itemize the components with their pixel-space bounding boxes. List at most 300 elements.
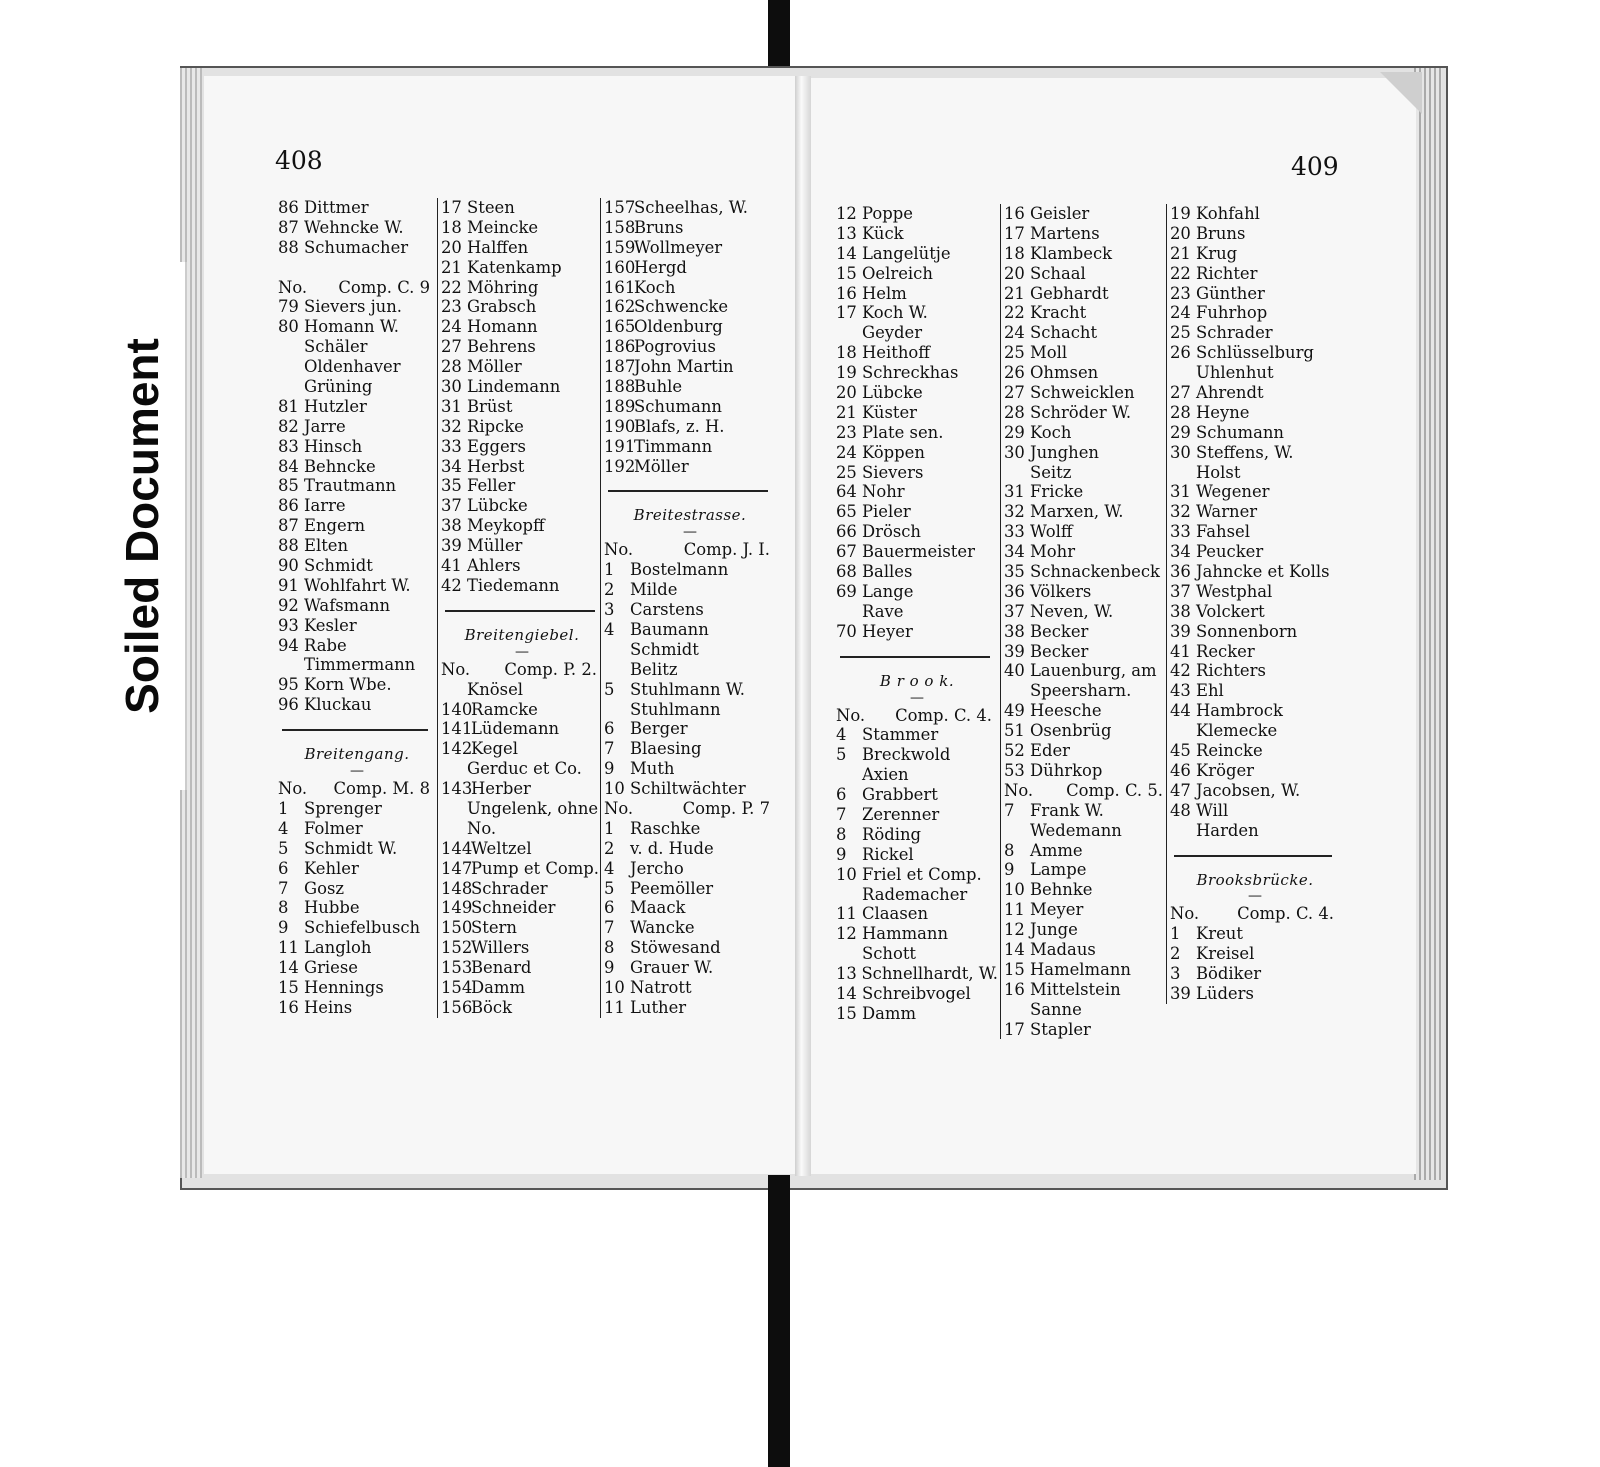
resident-name: Weltzel — [471, 838, 532, 858]
directory-entry — [441, 437, 603, 457]
resident-name: Kreut — [1196, 924, 1243, 944]
directory-entry — [836, 383, 998, 403]
directory-entry — [1170, 761, 1340, 781]
house-number: 86 — [278, 198, 299, 217]
house-number: 25 — [1170, 323, 1191, 343]
resident-name: Geyder — [862, 323, 923, 343]
resident-name: Möller — [634, 456, 689, 476]
resident-name: Zerenner — [862, 804, 940, 824]
house-number: 142 — [441, 739, 473, 759]
directory-entry — [836, 904, 998, 924]
resident-name: Lüdemann — [471, 719, 560, 739]
resident-name: Gosz — [304, 878, 345, 898]
house-number: 143 — [441, 779, 473, 799]
resident-name: Rave — [862, 601, 904, 621]
directory-entry — [278, 998, 436, 1018]
house-number: 15 — [278, 977, 299, 997]
resident-name: Küster — [862, 402, 917, 422]
directory-entry — [604, 640, 776, 660]
directory-entry — [836, 964, 998, 984]
directory-entry — [836, 224, 998, 244]
resident-name: Maack — [630, 898, 686, 918]
resident-name: Fahsel — [1196, 522, 1250, 542]
directory-entry — [441, 397, 603, 417]
house-number: 165 — [604, 317, 636, 337]
resident-name: Engern — [304, 516, 366, 536]
resident-name: Stöwesand — [630, 938, 721, 958]
directory-entry — [278, 938, 436, 958]
directory-entry — [441, 297, 603, 317]
resident-name: Bruns — [1196, 223, 1246, 243]
directory-entry — [604, 998, 776, 1018]
directory-entry — [1004, 403, 1169, 423]
resident-name: Uhlenhut — [1196, 363, 1274, 383]
directory-entry — [441, 978, 603, 998]
company-code: Comp. C. 5. — [1066, 780, 1163, 800]
street-heading: Breitengang. — [304, 745, 410, 764]
street-heading: Brooksbrücke. — [1196, 870, 1314, 889]
directory-entry — [1170, 244, 1340, 264]
right-page-number: 409 — [1291, 152, 1339, 181]
house-number — [441, 680, 467, 700]
directory-entry — [836, 845, 998, 865]
house-number: 6 — [836, 785, 847, 805]
house-number: 24 — [836, 442, 857, 462]
directory-entry — [604, 377, 776, 397]
house-number: 23 — [1170, 283, 1191, 303]
house-number: 10 — [604, 977, 625, 997]
resident-name: Sanne — [1030, 999, 1082, 1019]
resident-name: Hinsch — [304, 436, 363, 456]
directory-entry — [1170, 582, 1340, 602]
directory-entry — [1004, 463, 1169, 483]
house-number: 20 — [1004, 263, 1025, 283]
directory-entry — [441, 680, 603, 700]
directory-entry — [604, 337, 776, 357]
house-number: 52 — [1004, 741, 1025, 761]
directory-entry — [278, 536, 436, 556]
house-number: 15 — [1004, 959, 1025, 979]
resident-name: Grabbert — [862, 785, 938, 805]
house-number: 2 — [604, 838, 615, 858]
directory-entry — [441, 938, 603, 958]
house-number: 53 — [1004, 760, 1025, 780]
house-number: 90 — [278, 556, 299, 576]
resident-name: Harden — [1196, 820, 1259, 840]
resident-name: Schmidt — [630, 639, 699, 659]
directory-entry — [836, 303, 998, 323]
resident-name: Krug — [1196, 243, 1238, 263]
house-number: 41 — [441, 556, 462, 576]
house-number: 23 — [441, 297, 462, 317]
directory-entry — [1004, 323, 1169, 343]
house-number: 152 — [441, 938, 473, 958]
resident-name: John Martin — [634, 357, 734, 377]
house-number: 18 — [1004, 243, 1025, 263]
house-number: 186 — [604, 337, 636, 357]
directory-entry — [1170, 204, 1340, 224]
directory-entry — [1170, 622, 1340, 642]
directory-entry — [1004, 244, 1169, 264]
house-number: 6 — [604, 719, 615, 739]
directory-entry — [441, 839, 603, 859]
resident-name: Berger — [630, 719, 688, 739]
company-header — [1004, 781, 1169, 801]
house-number: 16 — [1004, 204, 1025, 223]
resident-name: Lampe — [1030, 860, 1087, 880]
directory-entry — [604, 238, 776, 258]
directory-entry — [1004, 681, 1169, 701]
directory-entry — [1170, 701, 1340, 721]
resident-name: Will — [1196, 800, 1229, 820]
directory-entry — [441, 476, 603, 496]
house-number: 23 — [836, 422, 857, 442]
resident-name: Behncke — [304, 456, 376, 476]
house-number: 153 — [441, 958, 473, 978]
directory-entry — [1004, 602, 1169, 622]
house-number: 8 — [1004, 840, 1015, 860]
street-heading: Breitestrasse. — [633, 506, 747, 525]
directory-entry — [604, 297, 776, 317]
directory-entry — [1004, 562, 1169, 582]
right-page-column-3 — [1166, 204, 1340, 1004]
house-number: 21 — [441, 257, 462, 277]
resident-name: Wolff — [1030, 522, 1073, 542]
directory-entry — [836, 1004, 998, 1024]
directory-entry — [1170, 502, 1340, 522]
resident-name: Luther — [630, 997, 687, 1017]
house-number: 141 — [441, 719, 473, 739]
directory-entry — [1170, 642, 1340, 662]
resident-name: Oldenburg — [634, 317, 723, 337]
resident-name: Peucker — [1196, 542, 1264, 562]
resident-name: Pieler — [862, 502, 911, 522]
directory-entry — [1004, 363, 1169, 383]
resident-name: Pogrovius — [634, 337, 716, 357]
resident-name: Hutzler — [304, 396, 367, 416]
resident-name: Lauenburg, am — [1030, 661, 1157, 681]
house-number: 37 — [1004, 601, 1025, 621]
resident-name: Gebhardt — [1030, 283, 1109, 303]
house-number: 87 — [278, 217, 299, 237]
directory-entry — [604, 859, 776, 879]
house-number — [1170, 363, 1196, 383]
directory-entry — [604, 779, 776, 799]
directory-entry — [1170, 602, 1340, 622]
house-number — [1170, 463, 1196, 483]
directory-entry — [836, 443, 998, 463]
house-number: 85 — [278, 476, 299, 496]
directory-entry — [1170, 363, 1340, 383]
resident-name: Friel et Comp. — [862, 864, 982, 884]
street-heading: B r o o k. — [879, 671, 955, 690]
resident-name: Hubbe — [304, 898, 360, 918]
directory-entry — [1004, 423, 1169, 443]
house-number: 190 — [604, 416, 636, 436]
stamp-label: Soiled Document — [116, 338, 168, 714]
directory-entry — [441, 516, 603, 536]
house-number: 158 — [604, 217, 636, 237]
house-number: 12 — [1004, 920, 1025, 940]
right-page-column-2 — [1000, 204, 1169, 1039]
resident-name: Hambrock — [1196, 701, 1283, 721]
house-number: 147 — [441, 858, 473, 878]
resident-name: Hammann — [862, 924, 949, 944]
resident-name: Wedemann — [1030, 820, 1122, 840]
directory-entry — [1170, 964, 1340, 984]
resident-name: Speersharn. — [1030, 681, 1132, 701]
number-heading: No. — [278, 277, 308, 297]
number-heading: No. — [604, 540, 634, 560]
resident-name: Jacobsen, W. — [1196, 780, 1301, 800]
heading-dash: — — [683, 524, 697, 541]
resident-name: Geisler — [1030, 204, 1090, 223]
directory-entry — [604, 719, 776, 739]
directory-entry — [836, 765, 998, 785]
directory-entry — [1004, 860, 1169, 880]
number-heading: No. — [278, 779, 308, 799]
resident-name: Ahlers — [467, 556, 521, 576]
house-number: 87 — [278, 516, 299, 536]
house-number: 4 — [604, 619, 615, 639]
house-number: 157 — [604, 198, 636, 217]
blank-line — [278, 258, 436, 278]
house-number: 12 — [836, 204, 857, 223]
house-number: 14 — [1004, 939, 1025, 959]
resident-name: Kreisel — [1196, 944, 1255, 964]
house-number: 28 — [1170, 402, 1191, 422]
directory-entry — [604, 198, 776, 218]
house-number: 192 — [604, 456, 636, 476]
directory-entry — [1004, 920, 1169, 940]
resident-name: Peemöller — [630, 878, 714, 898]
house-number: 64 — [836, 482, 857, 502]
resident-name: Behrens — [467, 337, 536, 357]
directory-entry — [278, 918, 436, 938]
house-number: 88 — [278, 536, 299, 556]
directory-entry — [604, 879, 776, 899]
folded-corner — [1380, 72, 1422, 114]
resident-name: Nohr — [862, 482, 905, 502]
directory-entry — [441, 417, 603, 437]
directory-entry — [441, 536, 603, 556]
resident-name: Sprenger — [304, 798, 382, 818]
resident-name: Blaesing — [630, 739, 702, 759]
resident-name: Schlüsselburg — [1196, 343, 1314, 363]
resident-name: Rabe — [304, 635, 347, 655]
directory-entry — [1170, 264, 1340, 284]
directory-entry — [836, 482, 998, 502]
directory-entry — [604, 759, 776, 779]
house-number: 6 — [278, 858, 289, 878]
house-number: 11 — [836, 904, 857, 924]
house-number: 1 — [278, 798, 289, 818]
directory-entry — [1004, 721, 1169, 741]
directory-entry — [1170, 801, 1340, 821]
resident-name: Milde — [630, 580, 678, 600]
directory-entry — [604, 317, 776, 337]
resident-name: Völkers — [1030, 581, 1092, 601]
house-number: 20 — [836, 383, 857, 403]
directory-entry — [1004, 343, 1169, 363]
directory-entry — [278, 958, 436, 978]
resident-name: Schwencke — [634, 297, 729, 317]
directory-entry — [604, 660, 776, 680]
resident-name: Schacht — [1030, 323, 1098, 343]
house-number: 16 — [278, 997, 299, 1017]
house-number: 17 — [1004, 1019, 1025, 1039]
house-number: 189 — [604, 396, 636, 416]
resident-name: Frank W. — [1030, 800, 1104, 820]
resident-name: Kröger — [1196, 760, 1254, 780]
book-gutter — [795, 76, 811, 1176]
house-number: 7 — [278, 878, 289, 898]
resident-name: Fuhrhop — [1196, 303, 1268, 323]
house-number: 82 — [278, 416, 299, 436]
directory-entry — [1004, 522, 1169, 542]
house-number: 160 — [604, 257, 636, 277]
resident-name: Carstens — [630, 600, 704, 620]
resident-name: Möller — [467, 357, 522, 377]
house-number — [836, 323, 862, 343]
directory-entry — [278, 357, 436, 377]
directory-entry — [604, 898, 776, 918]
resident-name: Marxen, W. — [1030, 502, 1124, 522]
directory-entry — [836, 805, 998, 825]
house-number: 88 — [278, 237, 299, 257]
house-number: 32 — [1170, 502, 1191, 522]
directory-entry — [1004, 821, 1169, 841]
house-number: 7 — [1004, 800, 1015, 820]
left-page-column-1 — [278, 198, 436, 1018]
resident-name: Drösch — [862, 522, 921, 542]
directory-entry — [1170, 924, 1340, 944]
resident-name: Kegel — [471, 739, 518, 759]
section-rule — [1174, 855, 1332, 857]
house-number: 47 — [1170, 780, 1191, 800]
house-number: 31 — [1004, 482, 1025, 502]
directory-entry — [441, 998, 603, 1018]
resident-name: Möhring — [467, 277, 539, 297]
house-number: 96 — [278, 695, 299, 715]
resident-name: Mittelstein — [1030, 979, 1121, 999]
directory-entry — [1004, 622, 1169, 642]
resident-name: Oelreich — [862, 263, 933, 283]
house-number: 42 — [1170, 661, 1191, 681]
house-number: 10 — [1004, 880, 1025, 900]
house-number: 80 — [278, 317, 299, 337]
company-header — [278, 779, 436, 799]
house-number: 38 — [1170, 601, 1191, 621]
directory-entry — [441, 819, 603, 839]
house-number: 22 — [441, 277, 462, 297]
number-heading: No. — [1004, 780, 1034, 800]
house-number: 5 — [278, 838, 289, 858]
resident-name: Willers — [471, 938, 530, 958]
house-number: 33 — [1004, 522, 1025, 542]
directory-entry — [604, 918, 776, 938]
resident-name: Schmidt W. — [304, 838, 398, 858]
directory-entry — [278, 839, 436, 859]
resident-name: Schumacher — [304, 237, 409, 257]
directory-entry — [836, 343, 998, 363]
house-number: 2 — [604, 580, 615, 600]
directory-entry — [1170, 482, 1340, 502]
company-code: Comp. C. 4. — [895, 705, 992, 725]
house-number: 5 — [836, 745, 847, 765]
house-number: 1 — [604, 818, 615, 838]
section-rule — [608, 490, 768, 492]
resident-name: Schneider — [471, 898, 556, 918]
directory-entry — [441, 898, 603, 918]
directory-entry — [441, 958, 603, 978]
house-number: 4 — [604, 858, 615, 878]
resident-name: Ahrendt — [1196, 383, 1264, 403]
resident-name: Bauermeister — [862, 542, 975, 562]
left-page-number: 408 — [275, 146, 323, 175]
resident-name: Volckert — [1196, 601, 1265, 621]
house-number: 39 — [1004, 641, 1025, 661]
resident-name: Claasen — [862, 904, 928, 924]
house-number: 34 — [1170, 542, 1191, 562]
resident-name: Stuhlmann — [630, 699, 721, 719]
heading-dash: — — [350, 763, 364, 780]
resident-name: Timmermann — [304, 655, 416, 675]
resident-name: Lübcke — [467, 496, 528, 516]
directory-entry — [441, 496, 603, 516]
house-number: 187 — [604, 357, 636, 377]
resident-name: Tiedemann — [467, 575, 560, 595]
directory-entry — [441, 779, 603, 799]
resident-name: Schaal — [1030, 263, 1086, 283]
house-number: 84 — [278, 456, 299, 476]
house-number: 83 — [278, 436, 299, 456]
resident-name: Oldenhaver — [304, 357, 401, 377]
resident-name: Böck — [471, 997, 513, 1017]
directory-entry — [1004, 542, 1169, 562]
resident-name: Richter — [1196, 263, 1258, 283]
directory-entry — [604, 278, 776, 298]
resident-name: Schmidt — [304, 556, 373, 576]
directory-entry — [278, 636, 436, 656]
resident-name: Halffen — [467, 237, 529, 257]
resident-name: Dührkop — [1030, 760, 1103, 780]
house-number: 5 — [604, 878, 615, 898]
resident-name: Moll — [1030, 343, 1068, 363]
directory-entry — [1170, 323, 1340, 343]
house-number: 18 — [836, 343, 857, 363]
resident-name: Scheelhas, W. — [634, 198, 748, 217]
resident-name: Mohr — [1030, 542, 1076, 562]
directory-entry — [836, 542, 998, 562]
house-number: 36 — [1170, 562, 1191, 582]
resident-name: Timmann — [634, 436, 713, 456]
house-number: 22 — [1170, 263, 1191, 283]
directory-entry — [836, 582, 998, 602]
resident-name: Westphal — [1196, 581, 1273, 601]
resident-name: Schreckhas — [862, 363, 959, 383]
company-code: Comp. M. 8 — [333, 779, 430, 799]
directory-entry — [604, 218, 776, 238]
directory-entry — [441, 576, 603, 596]
section-rule — [445, 610, 595, 612]
directory-entry — [836, 885, 998, 905]
house-number: 26 — [1170, 343, 1191, 363]
directory-entry — [278, 819, 436, 839]
resident-name: Buhle — [634, 377, 683, 397]
house-number: 25 — [1004, 343, 1025, 363]
house-number: 24 — [1170, 303, 1191, 323]
